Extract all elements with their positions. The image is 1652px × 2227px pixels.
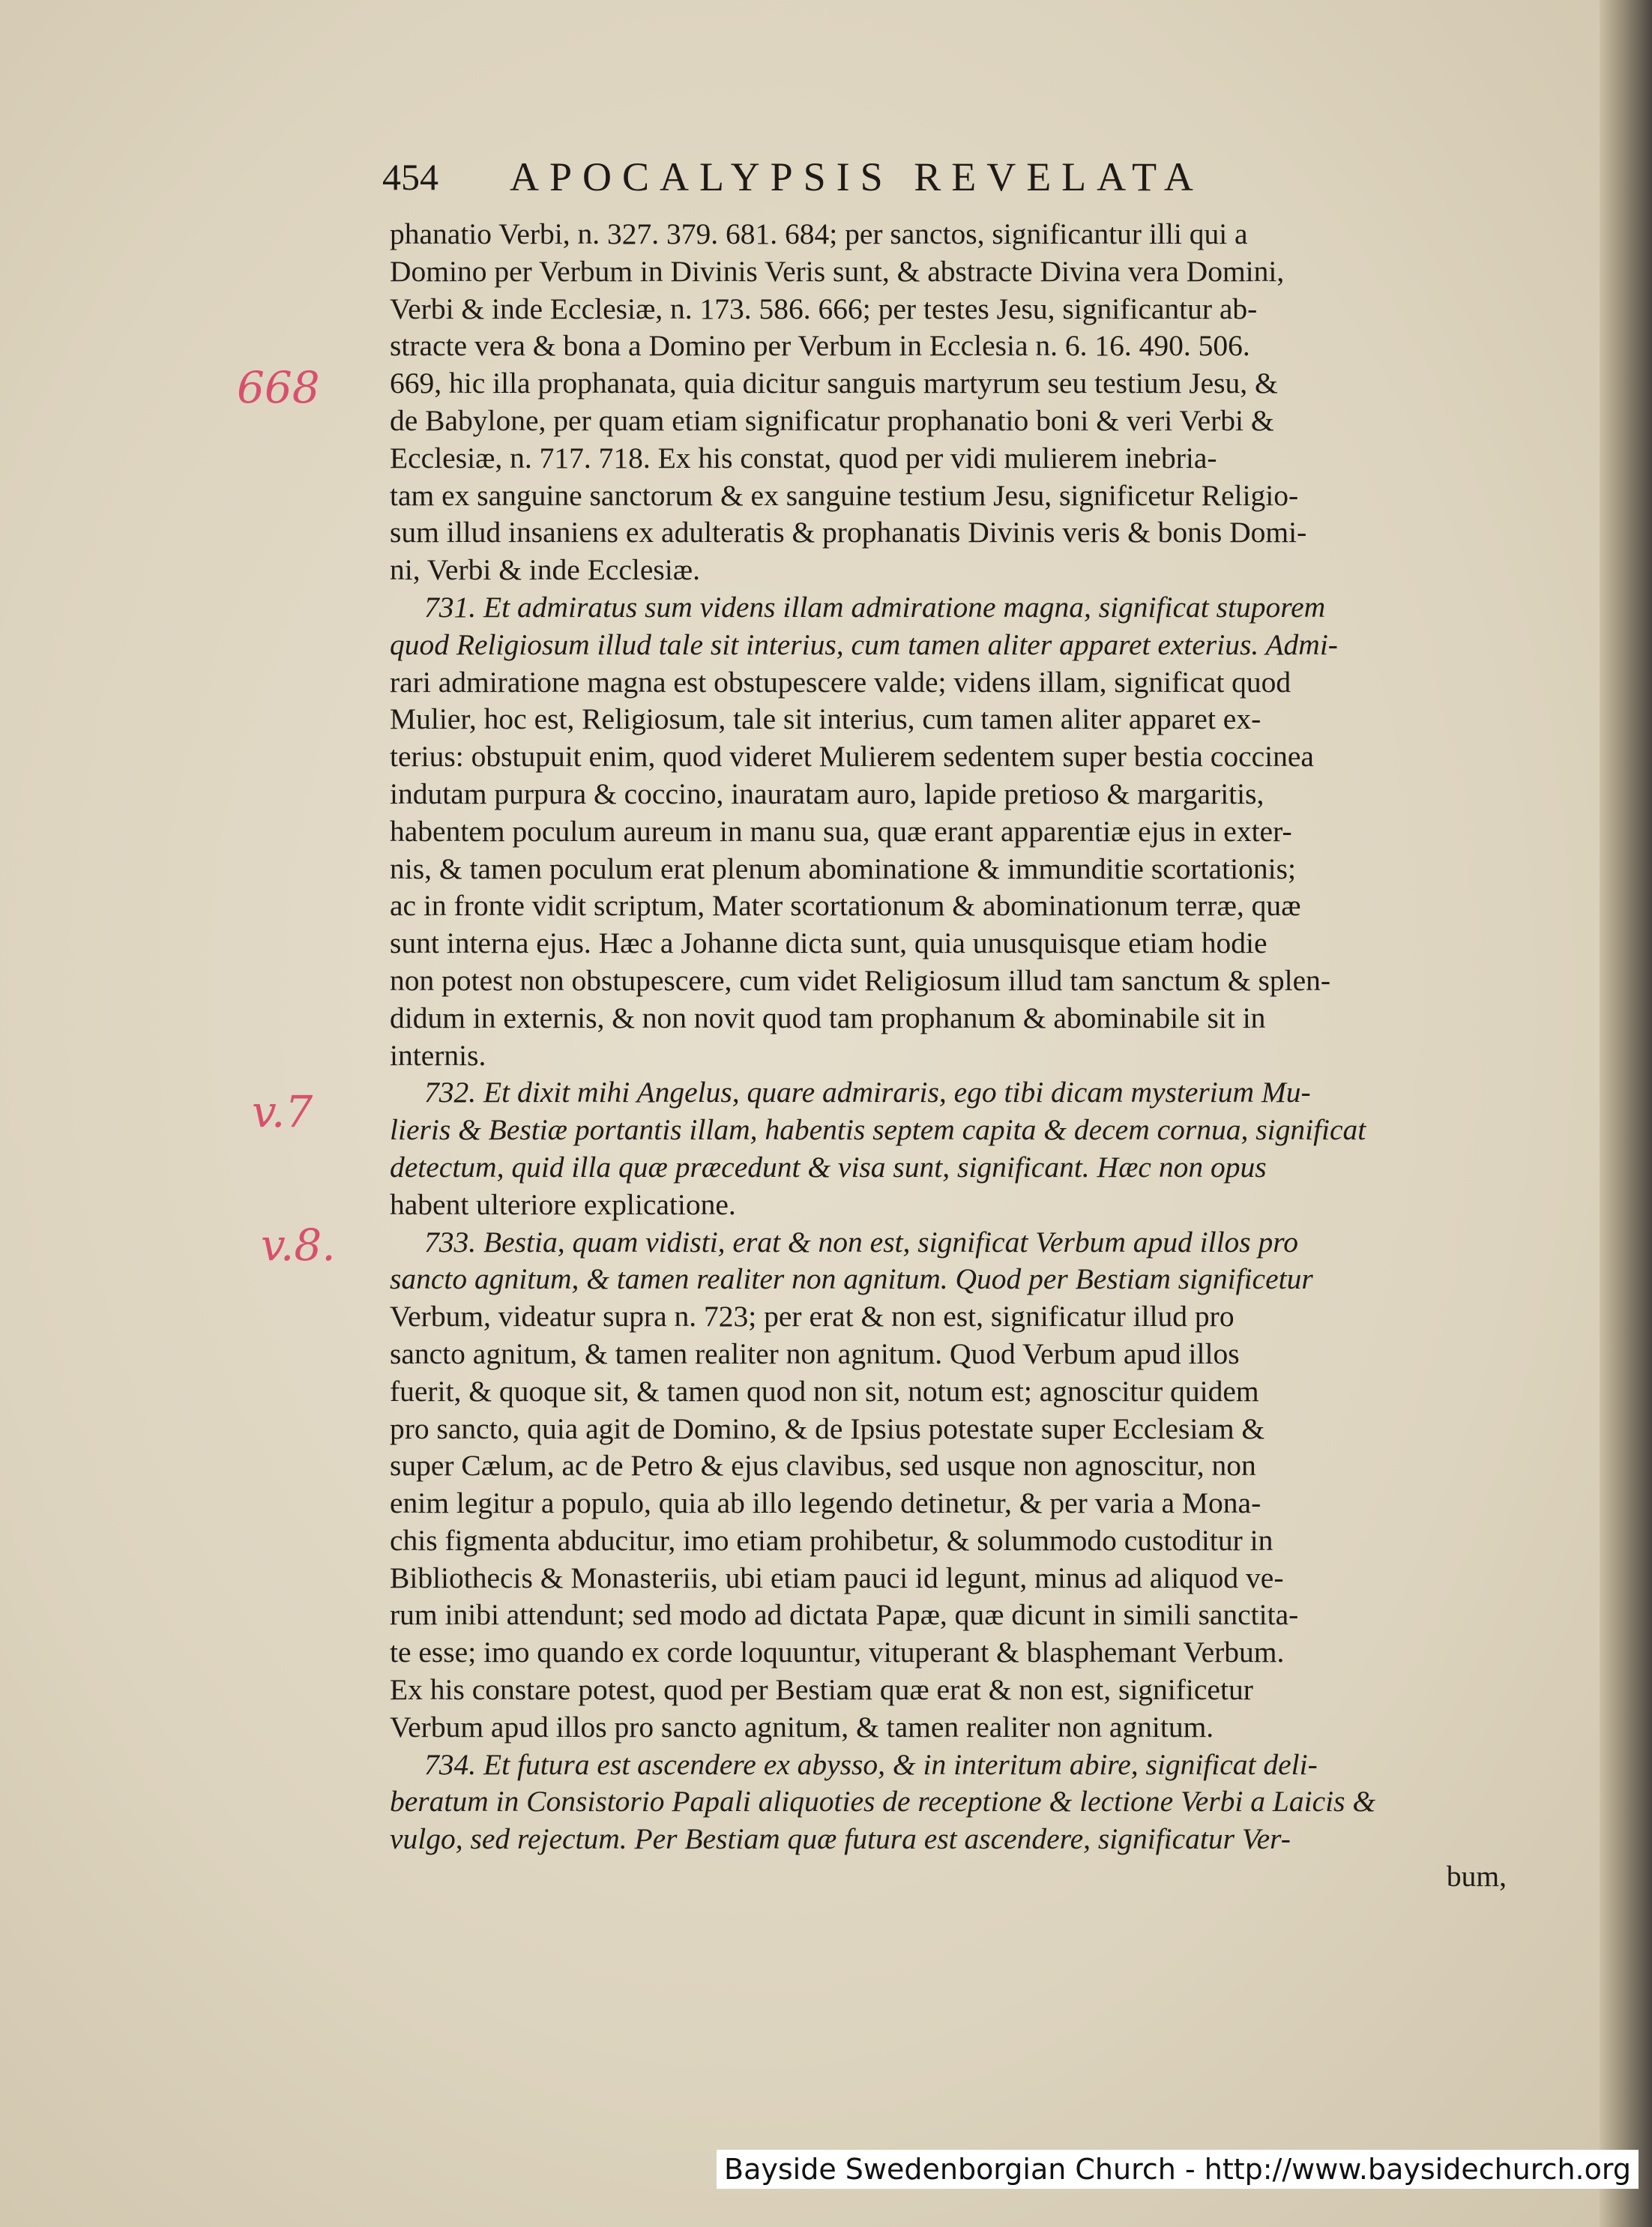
- text-line: beratum in Consistorio Papali aliquoties de receptione & lectione Verbi a Laicis &: [390, 1785, 1376, 1818]
- text-line: te esse; imo quando ex corde loquuntur, vituperant & blasphemant Verbum.: [390, 1636, 1285, 1669]
- text-line: internis.: [390, 1038, 486, 1072]
- text-line: habent ulteriore explicatione.: [390, 1187, 736, 1221]
- page-number: 454: [382, 156, 438, 198]
- text-line: quod Religiosum illud tale sit interius, cum tamen aliter apparet exterius. Admi-: [390, 627, 1338, 661]
- text-line: Ecclesiæ, n. 717. 718. Ex his constat, quod per vidi mulierem inebria-: [390, 441, 1217, 474]
- text-line: Bibliothecis & Monasteriis, ubi etiam pauci id legunt, minus ad aliquod ve-: [390, 1561, 1284, 1594]
- text-line: 732. Et dixit mihi Angelus, quare admiraris, ego tibi dicam mysterium Mu-: [424, 1076, 1311, 1109]
- text-line: nis, & tamen poculum erat plenum abominatione & immunditie scortationis;: [390, 852, 1296, 885]
- text-line: Mulier, hoc est, Religiosum, tale sit interius, cum tamen aliter apparet ex-: [390, 702, 1261, 736]
- text-line: rum inibi attendunt; sed modo ad dictata Papæ, quæ dicunt in simili sanctita-: [390, 1598, 1299, 1632]
- text-line: sum illud insaniens ex adulteratis & prophanatis Divinis veris & bonis Domi-: [390, 516, 1307, 549]
- text-line: super Cælum, ac de Petro & ejus clavibus, sed usque non agnoscitur, non: [390, 1449, 1256, 1483]
- text-line: pro sancto, quia agit de Domino, & de Ipsius potestate super Ecclesiam &: [390, 1411, 1265, 1445]
- text-line: enim legitur a populo, quia ab illo legendo detinetur, & per varia a Mona-: [390, 1486, 1261, 1520]
- text-line: Ex his constare potest, quod per Bestiam quæ erat & non est, significetur: [390, 1673, 1253, 1707]
- text-line: 733. Bestia, quam vidisti, erat & non est, significat Verbum apud illos pro: [424, 1225, 1298, 1259]
- text-line: ac in fronte vidit scriptum, Mater scortationum & abominationum terræ, quæ: [390, 889, 1301, 923]
- text-line: tam ex sanguine sanctorum & ex sanguine testium Jesu, significetur Religio-: [390, 478, 1299, 512]
- margin-note-v8: v.8.: [261, 1220, 336, 1271]
- margin-note-668: 668: [237, 362, 320, 413]
- text-line: 734. Et futura est ascendere ex abysso, & in interitum abire, significat deli-: [424, 1747, 1318, 1781]
- text-line: de Babylone, per quam etiam significatur prophanatio boni & veri Verbi &: [390, 403, 1274, 437]
- text-line: sunt interna ejus. Hæc a Johanne dicta sunt, quia unusquisque etiam hodie: [390, 926, 1267, 960]
- text-line: didum in externis, & non novit quod tam prophanum & abominabile sit in: [390, 1001, 1266, 1034]
- text-line: 669, hic illa prophanata, quia dicitur sanguis martyrum seu testium Jesu, &: [390, 367, 1278, 400]
- page-gutter-shadow: [1600, 0, 1652, 2227]
- text-line: ni, Verbi & inde Ecclesiæ.: [390, 553, 700, 587]
- text-line: Domino per Verbum in Divinis Veris sunt, & abstracte Divina vera Domini,: [390, 254, 1285, 288]
- text-line: Verbum, videatur supra n. 723; per erat & non est, significatur illud pro: [390, 1300, 1235, 1334]
- text-line: bum,: [1446, 1860, 1507, 1893]
- text-line: Verbi & inde Ecclesiæ, n. 173. 586. 666; per testes Jesu, significantur ab-: [390, 292, 1258, 325]
- page-header: [382, 147, 1447, 207]
- text-line: phanatio Verbi, n. 327. 379. 681. 684; per sanctos, significantur illi qui a: [390, 217, 1248, 250]
- text-line: chis figmenta abducitur, imo etiam prohibetur, & solummodo custoditur in: [390, 1523, 1273, 1557]
- text-line: sancto agnitum, & tamen realiter non agnitum. Quod Verbum apud illos: [390, 1336, 1240, 1370]
- text-line: non potest non obstupescere, cum videt Religiosum illud tam sanctum & splen-: [390, 963, 1331, 997]
- text-line: sancto agnitum, & tamen realiter non agnitum. Quod per Bestiam significetur: [390, 1262, 1313, 1296]
- text-line: habentem poculum aureum in manu sua, quæ erant apparentiæ ejus in exter-: [390, 814, 1292, 848]
- text-line: lieris & Bestiæ portantis illam, habentis septem capita & decem cornua, significat: [390, 1113, 1366, 1147]
- text-line: terius: obstupuit enim, quod videret Mulierem sedentem super bestia coccinea: [390, 740, 1314, 774]
- running-title: APOCALYPSIS REVELATA: [510, 154, 1204, 199]
- footer-credit: Bayside Swedenborgian Church - http://www.baysidechurch.org: [717, 2150, 1639, 2189]
- text-line: vulgo, sed rejectum. Per Bestiam quæ futura est ascendere, significatur Ver-: [390, 1822, 1291, 1856]
- text-line: 731. Et admiratus sum videns illam admiratione magna, significat stuporem: [424, 590, 1326, 624]
- text-line: indutam purpura & coccino, inauratam auro, lapide pretioso & margaritis,: [390, 777, 1264, 810]
- margin-note-v7: v.7: [252, 1086, 313, 1137]
- text-line: fuerit, & quoque sit, & tamen quod non sit, notum est; agnoscitur quidem: [390, 1374, 1259, 1408]
- text-line: rari admiratione magna est obstupescere valde; videns illam, significat quod: [390, 665, 1291, 699]
- text-line: detectum, quid illa quæ præcedunt & visa sunt, significant. Hæc non opus: [390, 1150, 1267, 1184]
- body-text: [390, 216, 1507, 1896]
- text-line: stracte vera & bona a Domino per Verbum in Ecclesia n. 6. 16. 490. 506.: [390, 329, 1250, 363]
- text-line: Verbum apud illos pro sancto agnitum, & tamen realiter non agnitum.: [390, 1710, 1214, 1744]
